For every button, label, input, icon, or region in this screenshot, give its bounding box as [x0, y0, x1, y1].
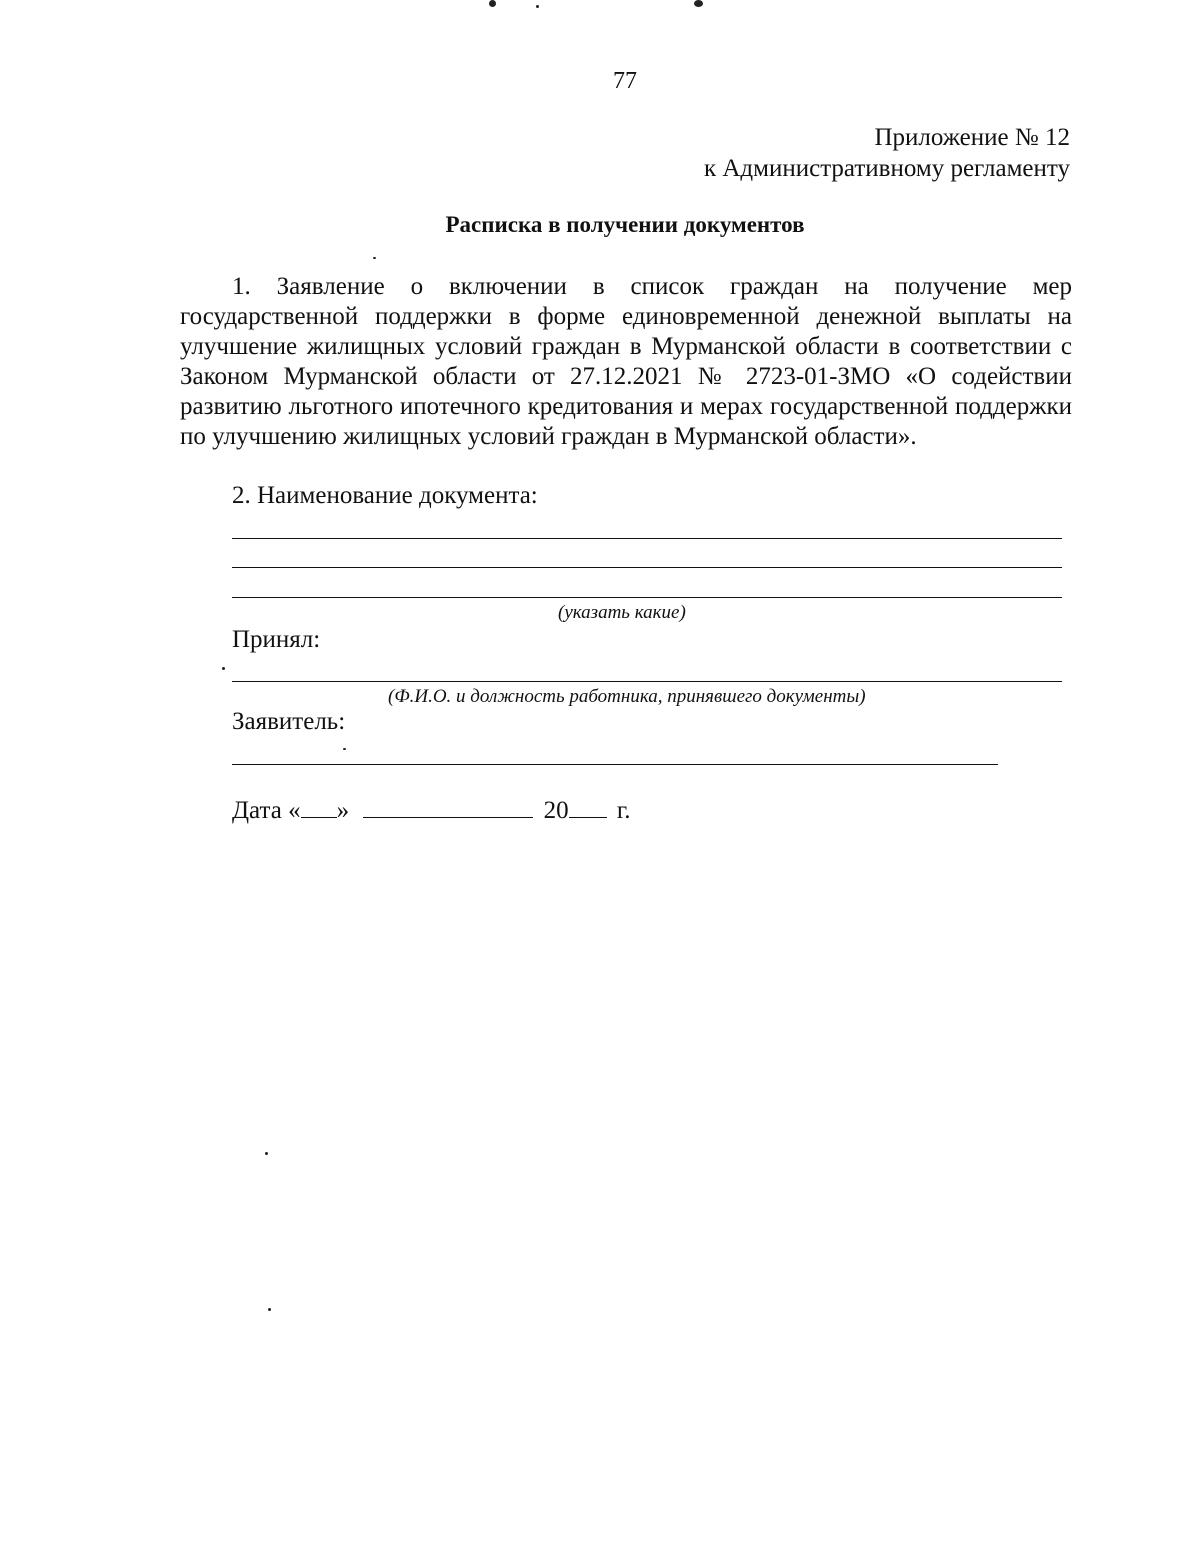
- date-row: [232, 795, 631, 825]
- document-name-line-3[interactable]: [232, 597, 1062, 598]
- date-month-blank[interactable]: [363, 795, 533, 818]
- accepted-label: Принял:: [232, 626, 321, 653]
- appendix-number: Приложение № 12: [874, 124, 1070, 151]
- date-quote-close: »: [336, 797, 350, 824]
- date-day-blank[interactable]: [301, 795, 337, 818]
- document-name-line-1[interactable]: [232, 538, 1062, 539]
- scan-artifact: [489, 0, 496, 7]
- appendix-reference: к Административному регламенту: [703, 155, 1070, 182]
- document-name-line-2[interactable]: [232, 567, 1062, 568]
- date-year-blank[interactable]: [569, 795, 607, 818]
- date-suffix: г.: [616, 797, 631, 824]
- scan-artifact: [343, 748, 346, 750]
- documents-caption: (указать какие): [558, 602, 686, 623]
- applicant-label: Заявитель:: [232, 708, 346, 735]
- scan-artifact: [222, 667, 225, 670]
- item-1-statement: 1. Заявление о включении в список граждан на получение мер государственной поддержки в форме единовременной денежной выплаты на улучшение жилищных условий граждан в Мурманской области в соответствии с Законом Мурманской области от 27.12.2021 № 2723-01-ЗМО «О содействии развитию льготного ипотечного кредитования и мерах государственной поддержки по улучшению жилищных условий граждан в Мурманской области».: [180, 273, 1072, 450]
- scan-artifact: [536, 5, 539, 8]
- item-2-label: 2. Наименование документа:: [232, 482, 538, 509]
- appendix-header: [704, 122, 1070, 184]
- scan-artifact: [265, 1152, 268, 1155]
- scan-artifact: [373, 257, 376, 259]
- document-title: Расписка в получении документов: [445, 212, 805, 237]
- page-number: 77: [613, 68, 637, 94]
- scan-artifact: [268, 1308, 271, 1311]
- scan-artifact: [694, 0, 703, 7]
- accepted-by-line[interactable]: [232, 681, 1062, 682]
- date-year-prefix: 20: [543, 797, 569, 824]
- applicant-line[interactable]: [232, 764, 998, 765]
- accepted-by-caption: (Ф.И.О. и должность работника, принявшего документы): [388, 686, 866, 707]
- date-prefix: Дата «: [232, 797, 301, 824]
